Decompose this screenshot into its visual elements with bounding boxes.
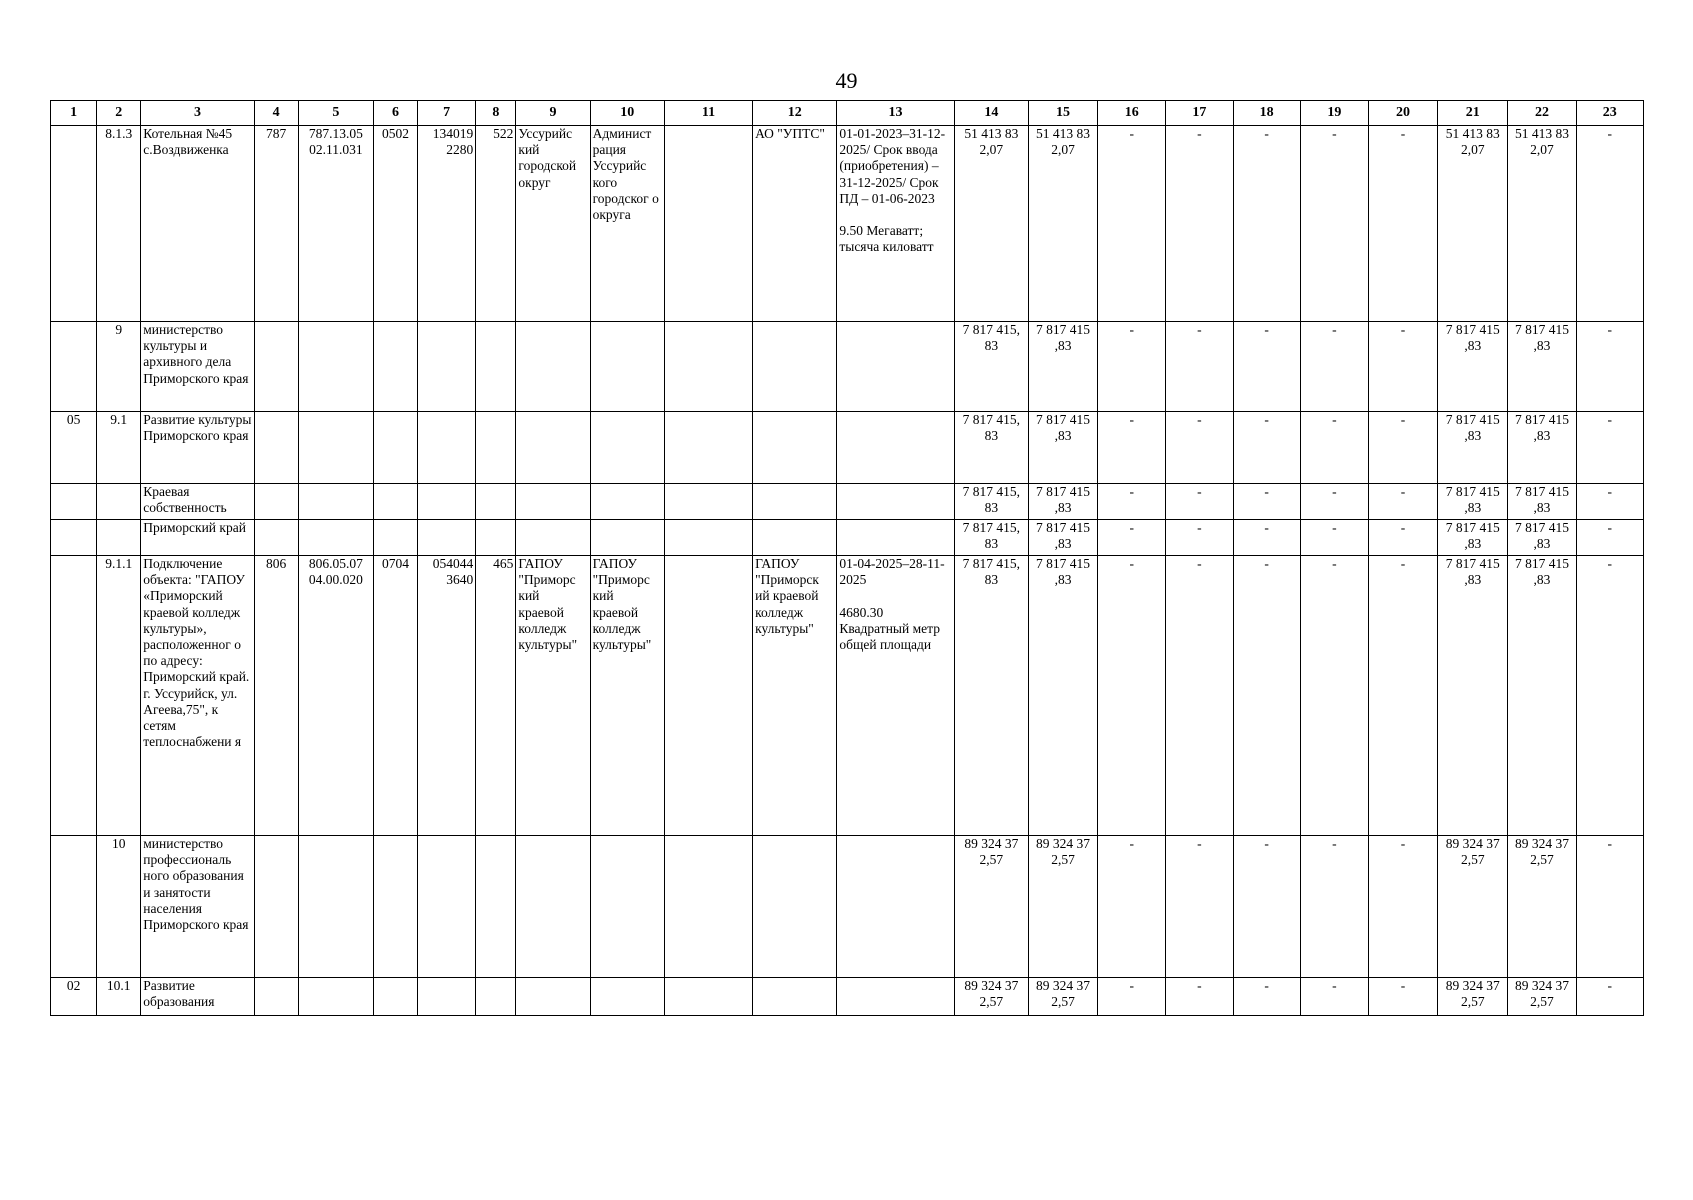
column-header-19: 19 xyxy=(1300,101,1368,126)
cell-col-6: 0502 xyxy=(373,126,417,322)
cell-col-8 xyxy=(476,412,516,484)
cell-col-14: 7 817 415, 83 xyxy=(954,412,1028,484)
table-row xyxy=(51,484,1644,520)
cell-col-20: - xyxy=(1368,322,1437,412)
cell-col-9 xyxy=(516,412,590,484)
table-row xyxy=(51,412,1644,484)
cell-col-22: 7 817 415 ,83 xyxy=(1508,322,1576,412)
column-header-5: 5 xyxy=(298,101,373,126)
cell-col-16: - xyxy=(1098,412,1166,484)
cell-col-8 xyxy=(476,978,516,1016)
cell-col-4: 787 xyxy=(254,126,298,322)
cell-col-16: - xyxy=(1098,520,1166,556)
cell-col-21: 7 817 415 ,83 xyxy=(1438,484,1508,520)
cell-col-23: - xyxy=(1576,520,1643,556)
cell-col-21: 7 817 415 ,83 xyxy=(1438,412,1508,484)
table-row xyxy=(51,556,1644,836)
cell-col-4 xyxy=(254,520,298,556)
cell-col-3: Развитие культуры Приморского края xyxy=(141,412,254,484)
cell-col-12: АО "УПТС" xyxy=(753,126,837,322)
cell-col-13: 01-01-2023–31-12-2025/ Срок ввода (приобретения) – 31-12-2025/ Срок ПД – 01-06-2023 9.50 Мегаватт; тысяча киловатт xyxy=(837,126,954,322)
cell-col-14: 7 817 415, 83 xyxy=(954,322,1028,412)
cell-col-17: - xyxy=(1166,412,1233,484)
cell-col-3: министерство профессиональ ного образования и занятости населения Приморского края xyxy=(141,836,254,978)
cell-col-12 xyxy=(753,836,837,978)
column-header-3: 3 xyxy=(141,101,254,126)
cell-col-18: - xyxy=(1233,978,1300,1016)
cell-col-2: 10.1 xyxy=(97,978,141,1016)
cell-col-17: - xyxy=(1166,556,1233,836)
cell-col-3: Приморский край xyxy=(141,520,254,556)
cell-col-19: - xyxy=(1300,978,1368,1016)
cell-col-3: Развитие образования xyxy=(141,978,254,1016)
page-number: 49 xyxy=(835,68,858,93)
cell-col-14: 51 413 83 2,07 xyxy=(954,126,1028,322)
cell-col-5: 806.05.07 04.00.020 xyxy=(298,556,373,836)
cell-col-22: 7 817 415 ,83 xyxy=(1508,556,1576,836)
cell-col-21: 89 324 37 2,57 xyxy=(1438,836,1508,978)
cell-col-15: 7 817 415 ,83 xyxy=(1028,556,1097,836)
cell-col-7 xyxy=(418,412,476,484)
cell-col-7 xyxy=(418,322,476,412)
cell-col-22: 89 324 37 2,57 xyxy=(1508,836,1576,978)
cell-col-2: 9 xyxy=(97,322,141,412)
cell-col-6 xyxy=(373,484,417,520)
cell-col-9 xyxy=(516,484,590,520)
cell-col-6 xyxy=(373,836,417,978)
cell-col-22: 7 817 415 ,83 xyxy=(1508,412,1576,484)
cell-col-8: 465 xyxy=(476,556,516,836)
cell-col-2: 8.1.3 xyxy=(97,126,141,322)
cell-col-18: - xyxy=(1233,556,1300,836)
cell-col-7 xyxy=(418,836,476,978)
cell-col-15: 89 324 37 2,57 xyxy=(1028,836,1097,978)
cell-col-2: 9.1.1 xyxy=(97,556,141,836)
column-header-1: 1 xyxy=(51,101,97,126)
cell-col-21: 89 324 37 2,57 xyxy=(1438,978,1508,1016)
cell-col-14: 7 817 415, 83 xyxy=(954,484,1028,520)
cell-col-14: 89 324 37 2,57 xyxy=(954,978,1028,1016)
cell-col-6 xyxy=(373,978,417,1016)
cell-col-4 xyxy=(254,412,298,484)
cell-col-17: - xyxy=(1166,978,1233,1016)
cell-col-2: 9.1 xyxy=(97,412,141,484)
column-header-20: 20 xyxy=(1368,101,1437,126)
cell-col-1 xyxy=(51,322,97,412)
cell-col-22: 51 413 83 2,07 xyxy=(1508,126,1576,322)
cell-col-11 xyxy=(664,484,752,520)
cell-col-18: - xyxy=(1233,484,1300,520)
cell-col-13 xyxy=(837,412,954,484)
column-header-8: 8 xyxy=(476,101,516,126)
cell-col-12 xyxy=(753,484,837,520)
cell-col-17: - xyxy=(1166,520,1233,556)
cell-col-17: - xyxy=(1166,484,1233,520)
cell-col-2: 10 xyxy=(97,836,141,978)
column-header-6: 6 xyxy=(373,101,417,126)
cell-col-8 xyxy=(476,520,516,556)
cell-col-20: - xyxy=(1368,556,1437,836)
cell-col-9 xyxy=(516,836,590,978)
cell-col-4 xyxy=(254,484,298,520)
cell-col-11 xyxy=(664,520,752,556)
cell-col-3: Подключение объекта: "ГАПОУ «Приморский краевой колледж культуры», расположенног о по адресу: Приморский край. г. Уссурийск, ул. Агеева,75", к сетям теплоснабжени я xyxy=(141,556,254,836)
cell-col-6 xyxy=(373,412,417,484)
cell-col-13: 01-04-2025–28-11-2025 4680.30 Квадратный метр общей площади xyxy=(837,556,954,836)
cell-col-21: 7 817 415 ,83 xyxy=(1438,520,1508,556)
column-header-17: 17 xyxy=(1166,101,1233,126)
cell-col-6 xyxy=(373,520,417,556)
cell-col-17: - xyxy=(1166,836,1233,978)
cell-col-18: - xyxy=(1233,520,1300,556)
cell-col-11 xyxy=(664,126,752,322)
cell-col-15: 7 817 415 ,83 xyxy=(1028,412,1097,484)
cell-col-5 xyxy=(298,978,373,1016)
cell-col-18: - xyxy=(1233,322,1300,412)
cell-col-18: - xyxy=(1233,126,1300,322)
cell-col-15: 51 413 83 2,07 xyxy=(1028,126,1097,322)
cell-col-14: 7 817 415, 83 xyxy=(954,556,1028,836)
cell-col-16: - xyxy=(1098,126,1166,322)
cell-col-4: 806 xyxy=(254,556,298,836)
cell-col-8: 522 xyxy=(476,126,516,322)
cell-col-10 xyxy=(590,322,664,412)
column-header-13: 13 xyxy=(837,101,954,126)
cell-col-16: - xyxy=(1098,836,1166,978)
cell-col-4 xyxy=(254,322,298,412)
cell-col-8 xyxy=(476,836,516,978)
cell-col-5 xyxy=(298,412,373,484)
cell-col-21: 51 413 83 2,07 xyxy=(1438,126,1508,322)
cell-col-12 xyxy=(753,322,837,412)
cell-col-8 xyxy=(476,484,516,520)
cell-col-10 xyxy=(590,978,664,1016)
cell-col-12 xyxy=(753,978,837,1016)
cell-col-6: 0704 xyxy=(373,556,417,836)
cell-col-20: - xyxy=(1368,126,1437,322)
cell-col-5 xyxy=(298,484,373,520)
column-header-4: 4 xyxy=(254,101,298,126)
cell-col-23: - xyxy=(1576,836,1643,978)
column-header-9: 9 xyxy=(516,101,590,126)
cell-col-1 xyxy=(51,484,97,520)
cell-col-7 xyxy=(418,978,476,1016)
cell-col-4 xyxy=(254,978,298,1016)
cell-col-7: 054044 3640 xyxy=(418,556,476,836)
cell-col-9: ГАПОУ "Приморс кий краевой колледж культуры" xyxy=(516,556,590,836)
cell-col-9 xyxy=(516,322,590,412)
cell-col-17: - xyxy=(1166,322,1233,412)
column-header-22: 22 xyxy=(1508,101,1576,126)
cell-col-1 xyxy=(51,556,97,836)
cell-col-20: - xyxy=(1368,484,1437,520)
table-row xyxy=(51,520,1644,556)
cell-col-22: 89 324 37 2,57 xyxy=(1508,978,1576,1016)
cell-col-16: - xyxy=(1098,484,1166,520)
cell-col-10 xyxy=(590,836,664,978)
cell-col-20: - xyxy=(1368,412,1437,484)
cell-col-4 xyxy=(254,836,298,978)
cell-col-23: - xyxy=(1576,484,1643,520)
cell-col-1: 02 xyxy=(51,978,97,1016)
cell-col-23: - xyxy=(1576,556,1643,836)
cell-col-20: - xyxy=(1368,978,1437,1016)
cell-col-19: - xyxy=(1300,412,1368,484)
cell-col-15: 7 817 415 ,83 xyxy=(1028,520,1097,556)
cell-col-1: 05 xyxy=(51,412,97,484)
cell-col-13 xyxy=(837,978,954,1016)
budget-table xyxy=(50,100,1644,1016)
cell-col-7 xyxy=(418,520,476,556)
cell-col-20: - xyxy=(1368,520,1437,556)
cell-col-14: 7 817 415, 83 xyxy=(954,520,1028,556)
cell-col-5 xyxy=(298,836,373,978)
column-header-21: 21 xyxy=(1438,101,1508,126)
cell-col-19: - xyxy=(1300,520,1368,556)
cell-col-13 xyxy=(837,322,954,412)
cell-col-21: 7 817 415 ,83 xyxy=(1438,322,1508,412)
cell-col-19: - xyxy=(1300,484,1368,520)
column-header-10: 10 xyxy=(590,101,664,126)
cell-col-15: 7 817 415 ,83 xyxy=(1028,484,1097,520)
table-row xyxy=(51,126,1644,322)
cell-col-9: Уссурийс кий городской округ xyxy=(516,126,590,322)
header-row xyxy=(51,101,1644,126)
cell-col-15: 7 817 415 ,83 xyxy=(1028,322,1097,412)
cell-col-11 xyxy=(664,836,752,978)
cell-col-3: Котельная №45 с.Воздвиженка xyxy=(141,126,254,322)
column-header-12: 12 xyxy=(753,101,837,126)
cell-col-21: 7 817 415 ,83 xyxy=(1438,556,1508,836)
cell-col-20: - xyxy=(1368,836,1437,978)
cell-col-9 xyxy=(516,520,590,556)
cell-col-12 xyxy=(753,412,837,484)
cell-col-11 xyxy=(664,556,752,836)
cell-col-10: ГАПОУ "Приморс кий краевой колледж культуры" xyxy=(590,556,664,836)
cell-col-10 xyxy=(590,484,664,520)
cell-col-22: 7 817 415 ,83 xyxy=(1508,520,1576,556)
cell-col-13 xyxy=(837,520,954,556)
cell-col-3: министерство культуры и архивного дела Приморского края xyxy=(141,322,254,412)
cell-col-8 xyxy=(476,322,516,412)
cell-col-1 xyxy=(51,520,97,556)
cell-col-23: - xyxy=(1576,322,1643,412)
column-header-11: 11 xyxy=(664,101,752,126)
cell-col-2 xyxy=(97,520,141,556)
column-header-14: 14 xyxy=(954,101,1028,126)
column-header-18: 18 xyxy=(1233,101,1300,126)
cell-col-19: - xyxy=(1300,836,1368,978)
cell-col-11 xyxy=(664,322,752,412)
cell-col-12: ГАПОУ "Приморск ий краевой колледж культуры" xyxy=(753,556,837,836)
cell-col-13 xyxy=(837,836,954,978)
table-body xyxy=(51,126,1644,1016)
cell-col-19: - xyxy=(1300,556,1368,836)
cell-col-5: 787.13.05 02.11.031 xyxy=(298,126,373,322)
cell-col-5 xyxy=(298,322,373,412)
cell-col-5 xyxy=(298,520,373,556)
cell-col-10: Админист рация Уссурийс кого городског о округа xyxy=(590,126,664,322)
cell-col-13 xyxy=(837,484,954,520)
cell-col-14: 89 324 37 2,57 xyxy=(954,836,1028,978)
cell-col-18: - xyxy=(1233,412,1300,484)
cell-col-16: - xyxy=(1098,322,1166,412)
table-row xyxy=(51,322,1644,412)
column-header-2: 2 xyxy=(97,101,141,126)
column-header-16: 16 xyxy=(1098,101,1166,126)
cell-col-23: - xyxy=(1576,412,1643,484)
cell-col-17: - xyxy=(1166,126,1233,322)
cell-col-22: 7 817 415 ,83 xyxy=(1508,484,1576,520)
column-header-15: 15 xyxy=(1028,101,1097,126)
cell-col-12 xyxy=(753,520,837,556)
cell-col-10 xyxy=(590,412,664,484)
table-row xyxy=(51,978,1644,1016)
cell-col-2 xyxy=(97,484,141,520)
cell-col-11 xyxy=(664,978,752,1016)
cell-col-9 xyxy=(516,978,590,1016)
cell-col-23: - xyxy=(1576,978,1643,1016)
cell-col-16: - xyxy=(1098,556,1166,836)
cell-col-11 xyxy=(664,412,752,484)
cell-col-19: - xyxy=(1300,322,1368,412)
column-header-23: 23 xyxy=(1576,101,1643,126)
cell-col-7 xyxy=(418,484,476,520)
column-header-7: 7 xyxy=(418,101,476,126)
cell-col-16: - xyxy=(1098,978,1166,1016)
cell-col-15: 89 324 37 2,57 xyxy=(1028,978,1097,1016)
cell-col-7: 134019 2280 xyxy=(418,126,476,322)
cell-col-23: - xyxy=(1576,126,1643,322)
cell-col-18: - xyxy=(1233,836,1300,978)
cell-col-10 xyxy=(590,520,664,556)
cell-col-6 xyxy=(373,322,417,412)
cell-col-1 xyxy=(51,836,97,978)
table-row xyxy=(51,836,1644,978)
cell-col-19: - xyxy=(1300,126,1368,322)
cell-col-3: Краевая собственность xyxy=(141,484,254,520)
cell-col-1 xyxy=(51,126,97,322)
